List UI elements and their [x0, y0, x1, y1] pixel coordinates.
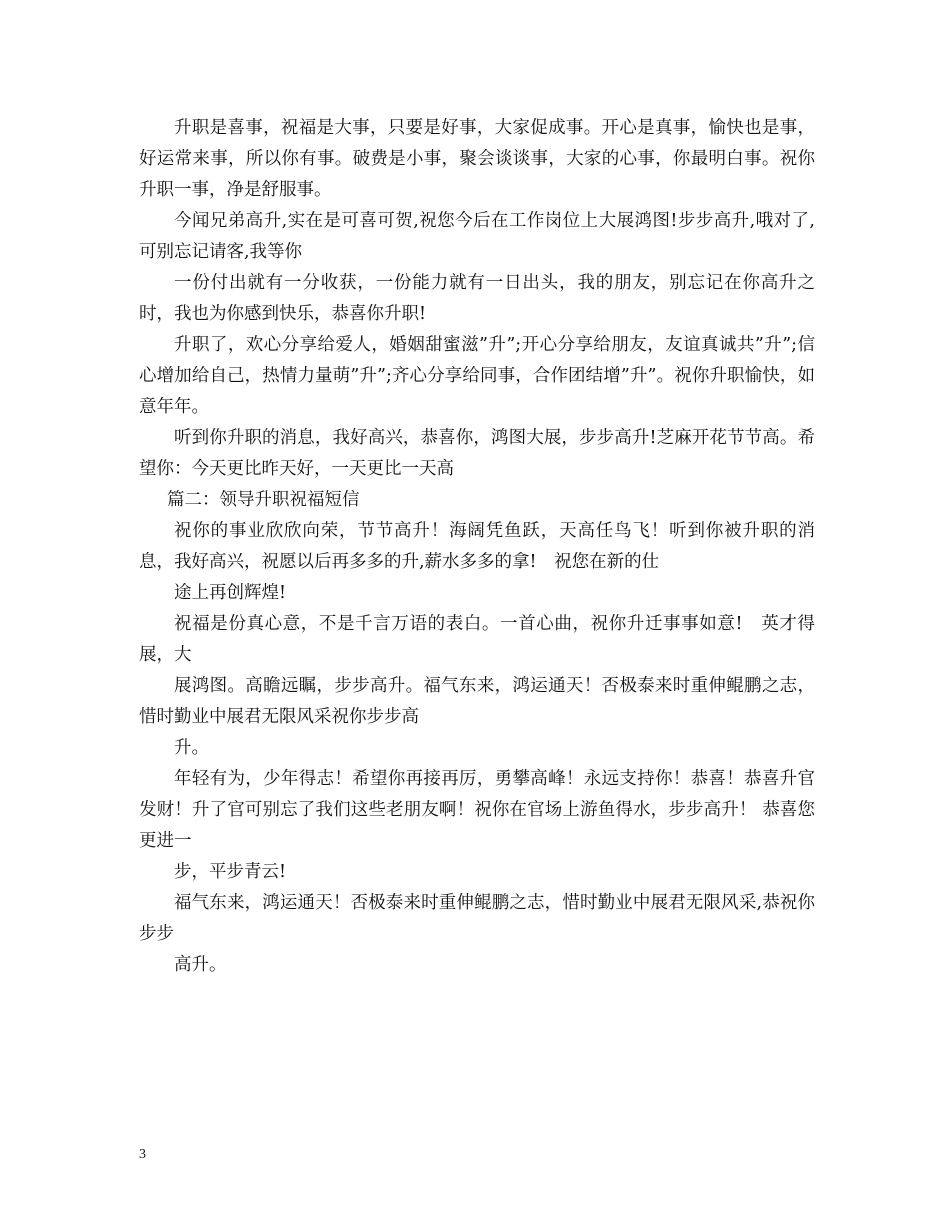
paragraph: 年轻有为，少年得志！希望你再接再厉，勇攀高峰！永远支持你！恭喜！恭喜升官发财！升了官可别忘了我们这些老朋友啊！祝你在官场上游鱼得水，步步高升！ 恭喜您更进一: [139, 769, 815, 851]
paragraph: 祝福是份真心意，不是千言万语的表白。一首心曲，祝你升迁事事如意! 英才得展，大: [139, 614, 815, 665]
paragraph: 升。: [174, 738, 209, 758]
paragraph: 一份付出就有一分收获，一份能力就有一日出头，我的朋友，别忘记在你高升之时，我也为你感到快乐，恭喜你升职!: [139, 273, 815, 324]
page-number: 3: [139, 1147, 146, 1162]
section-heading: 篇二：领导升职祝福短信: [167, 490, 360, 510]
paragraph: 步，平步青云!: [174, 862, 287, 882]
paragraph: 升职是喜事，祝福是大事，只要是好事，大家促成事。开心是真事，愉快也是事，好运常来事，所以你有事。破费是小事，聚会谈谈事，大家的心事，你最明白事。祝你升职一事，净是舒服事。: [139, 118, 815, 200]
paragraph: 途上再创辉煌!: [174, 583, 287, 603]
paragraph: 今闻兄弟高升,实在是可喜可贺,祝您今后在工作岗位上大展鸿图!步步高升,哦对了,可别忘记请客,我等你: [139, 211, 815, 262]
paragraph: 听到你升职的消息，我好高兴，恭喜你，鸿图大展，步步高升!芝麻开花节节高。希望你：今天更比昨天好，一天更比一天高: [139, 428, 815, 479]
paragraph: 升职了，欢心分享给爱人，婚姻甜蜜滋”升”;开心分享给朋友，友谊真诚共”升”;信心增加给自己，热情力量萌”升”;齐心分享给同事，合作团结增”升”。祝你升职愉快，如意年年。: [139, 335, 815, 417]
paragraph: 祝你的事业欣欣向荣，节节高升！海阔凭鱼跃，天高任鸟飞！听到你被升职的消息，我好高兴，祝愿以后再多多的升,薪水多多的拿! 祝您在新的仕: [139, 521, 815, 572]
paragraph: 高升。: [174, 955, 227, 975]
paragraph: 福气东来，鸿运通天！否极泰来时重伸鲲鹏之志，惜时勤业中展君无限风采,恭祝你步步: [139, 893, 815, 944]
document-body: [139, 113, 815, 981]
paragraph: 展鸿图。高瞻远瞩，步步高升。福气东来，鸿运通天！否极泰来时重伸鲲鹏之志，惜时勤业中展君无限风采祝你步步高: [139, 676, 815, 727]
